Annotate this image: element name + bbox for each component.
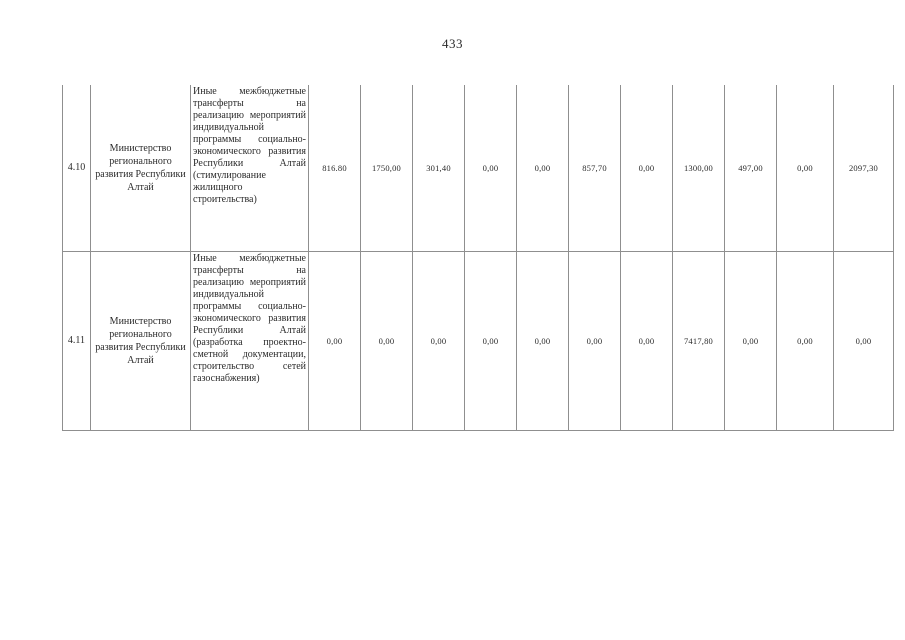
value-cell: 0,00 <box>777 85 834 251</box>
value-cell: 0,00 <box>621 251 673 430</box>
value-cell: 0,00 <box>361 251 413 430</box>
table-row <box>63 85 894 251</box>
value-cell: 7417,80 <box>673 251 725 430</box>
value-cell: 0,00 <box>777 251 834 430</box>
transfer-description: Иные межбюджетные трансферты на реализацию мероприятий индивидуальной программы социально-экономического развития Республики Алтай (разработка проектно-сметной документации, строительство сетей газоснабжения) <box>191 251 309 430</box>
value-cell: 301,40 <box>413 85 465 251</box>
table-body <box>63 85 894 430</box>
value-cell: 0,00 <box>309 251 361 430</box>
ministry-name: Министерство регионального развития Республики Алтай <box>91 85 191 251</box>
value-cell: 2097,30 <box>834 85 894 251</box>
value-cell: 497,00 <box>725 85 777 251</box>
value-cell: 0,00 <box>569 251 621 430</box>
value-cell: 0,00 <box>517 251 569 430</box>
value-cell: 0,00 <box>834 251 894 430</box>
value-cell: 1750,00 <box>361 85 413 251</box>
value-cell: 0,00 <box>517 85 569 251</box>
ministry-name: Министерство регионального развития Республики Алтай <box>91 251 191 430</box>
row-number: 4.10 <box>63 85 91 251</box>
page-number: 433 <box>442 36 463 51</box>
value-cell: 0,00 <box>465 85 517 251</box>
value-cell: 1300,00 <box>673 85 725 251</box>
value-cell: 0,00 <box>465 251 517 430</box>
value-cell: 0,00 <box>413 251 465 430</box>
row-number: 4.11 <box>63 251 91 430</box>
transfer-description: Иные межбюджетные трансферты на реализацию мероприятий индивидуальной программы социально-экономического развития Республики Алтай (стимулирование жилищного строительства) <box>191 85 309 251</box>
budget-table <box>62 85 894 431</box>
value-cell: 816.80 <box>309 85 361 251</box>
value-cell: 857,70 <box>569 85 621 251</box>
table-row <box>63 251 894 430</box>
value-cell: 0,00 <box>725 251 777 430</box>
value-cell: 0,00 <box>621 85 673 251</box>
